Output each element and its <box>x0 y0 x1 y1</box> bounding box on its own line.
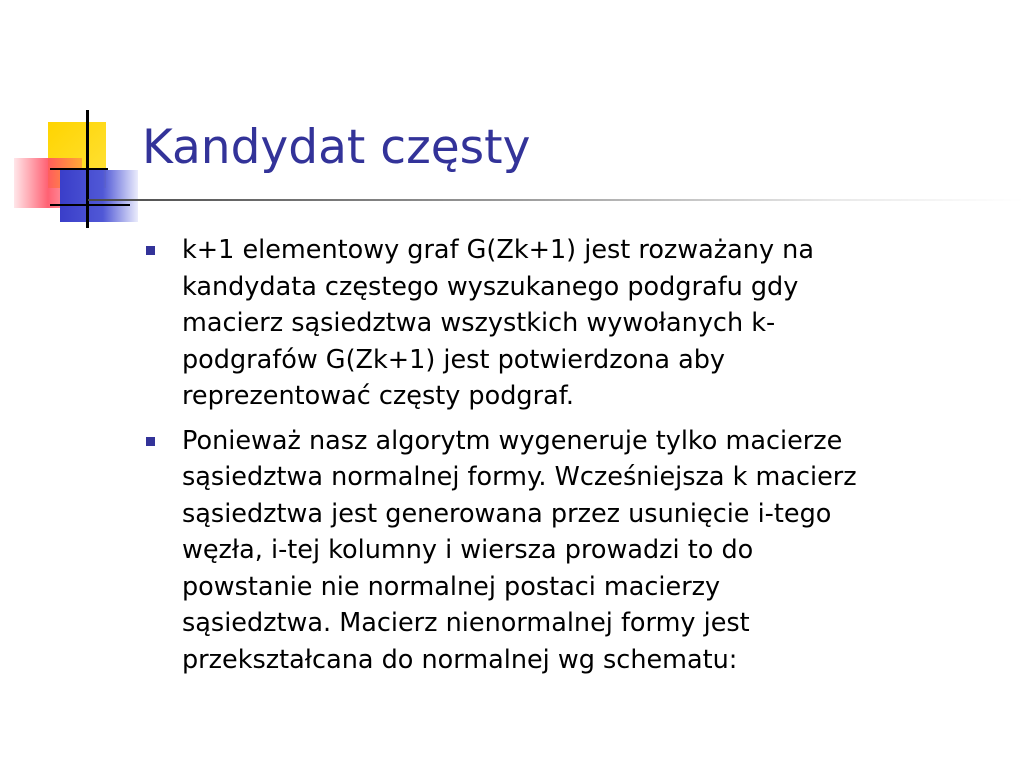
logo-horizontal-line-top <box>50 168 108 170</box>
bullet-text: Ponieważ nasz algorytm wygeneruje tylko macierze sąsiedztwa normalnej formy. Wcześniejsza k macierz sąsiedztwa jest generowana przez usunięcie i-tego węzła, i-tej kolumny i wiersza prowadzi to do powstanie nie normalnej postaci macierzy sąsiedztwa. Macierz nienormalnej formy jest przekształcana do normalnej wg schematu: <box>182 425 857 675</box>
bullet-text: k+1 elementowy graf G(Zk+1) jest rozważany na kandydata częstego wyszukanego podgrafu gdy macierz sąsiedztwa wszystkich wywołanych k- podgrafów G(Zk+1) jest potwierdzona aby reprezentować częsty podgraf. <box>182 235 814 411</box>
square-bullet-icon <box>146 437 155 446</box>
bullet-item <box>140 232 990 415</box>
bullet-list <box>140 232 990 686</box>
title-underline-rule <box>88 199 1024 201</box>
bullet-item <box>140 423 990 679</box>
logo-horizontal-line-bottom <box>50 204 130 206</box>
square-bullet-icon <box>146 246 155 255</box>
logo-blue-square <box>60 170 138 222</box>
slide-title: Kandydat częsty <box>142 120 531 175</box>
